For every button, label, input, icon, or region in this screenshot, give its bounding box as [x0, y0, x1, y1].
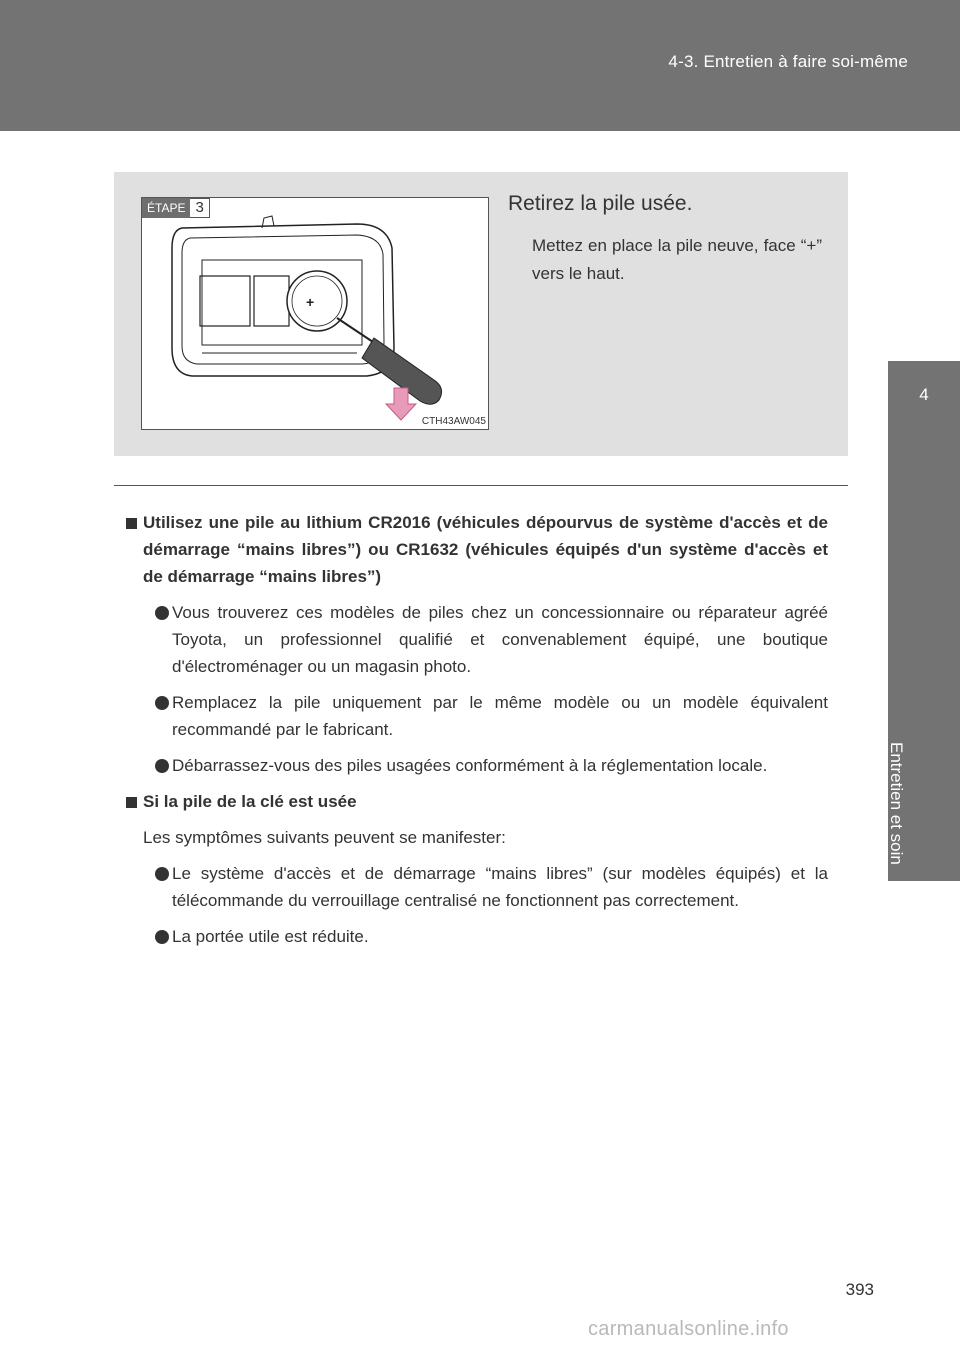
plus-sign: + [306, 294, 315, 310]
square-bullet-icon [126, 518, 137, 529]
section-title: 4-3. Entretien à faire soi-même [668, 52, 908, 71]
round-bullet-icon [155, 606, 169, 620]
list-item [143, 599, 828, 680]
round-bullet-icon [155, 867, 169, 881]
key-battery-illustration [142, 198, 488, 429]
chapter-label: Entretien et soin [887, 742, 906, 865]
step-figure [141, 197, 489, 430]
bullet-list [114, 599, 828, 779]
divider [114, 485, 848, 486]
list-item [143, 923, 828, 950]
step-label [142, 198, 210, 218]
section-heading [114, 509, 828, 590]
section-heading-text: Utilisez une pile au lithium CR2016 (véhicules dépourvus de système d'accès et de démarrage “mains libres”) ou CR1632 (véhicules équipés d'un système d'accès et de démarrage “mains libres”) [143, 513, 828, 586]
step-number: 3 [190, 198, 209, 218]
list-item-text: Le système d'accès et de démarrage “mains libres” (sur modèles équipés) et la télécommande du verrouillage centralisé ne fonctionnent pas correctement. [172, 864, 828, 910]
list-item [143, 752, 828, 779]
bullet-list [114, 860, 828, 950]
round-bullet-icon [155, 930, 169, 944]
square-bullet-icon [126, 797, 137, 808]
round-bullet-icon [155, 759, 169, 773]
figure-code: CTH43AW045 [421, 416, 486, 427]
list-item [143, 860, 828, 914]
chapter-number: 4 [919, 385, 929, 404]
section-heading [114, 788, 828, 815]
step-title: Retirez la pile usée. [508, 192, 693, 215]
round-bullet-icon [155, 696, 169, 710]
list-item-text: Débarrassez-vous des piles usagées conformément à la réglementation locale. [172, 756, 768, 775]
list-item-text: La portée utile est réduite. [172, 927, 369, 946]
list-item [143, 689, 828, 743]
page-number: 393 [845, 1280, 874, 1299]
section-intro: Les symptômes suivants peuvent se manifester: [143, 828, 506, 847]
step-body: Mettez en place la pile neuve, face “+” vers le haut. [532, 236, 822, 283]
watermark: carmanualsonline.info [588, 1318, 789, 1340]
list-item-text: Remplacez la pile uniquement par le même modèle ou un modèle équivalent recommandé par le fabricant. [172, 693, 828, 739]
step-word: ÉTAPE [142, 198, 190, 218]
list-item-text: Vous trouverez ces modèles de piles chez un concessionnaire ou réparateur agréé Toyota, un professionnel qualifié et convenablement équipé, une boutique d'électroménager ou un magasin photo. [172, 603, 828, 676]
notes-content [114, 509, 828, 959]
section-heading-text: Si la pile de la clé est usée [143, 792, 357, 811]
